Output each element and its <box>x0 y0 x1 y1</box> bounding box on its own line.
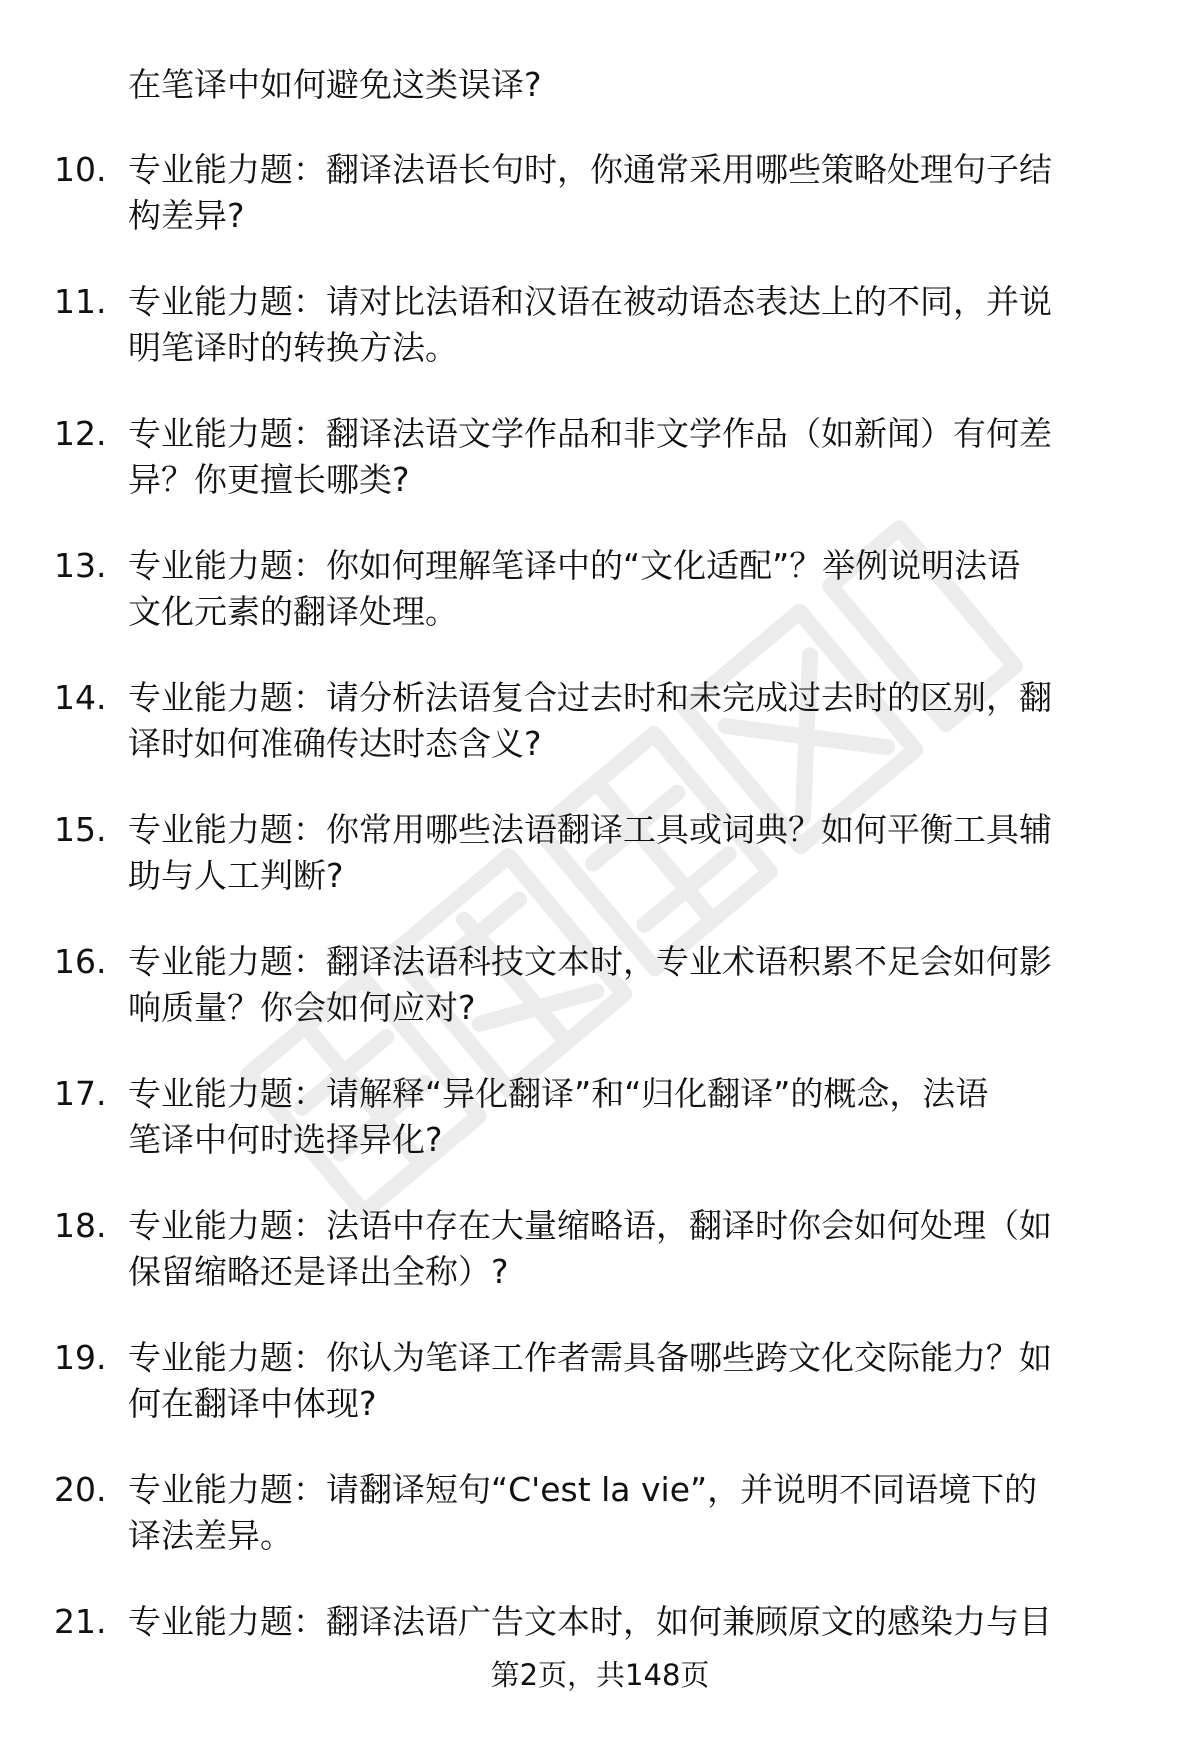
question-text <box>128 939 1138 1031</box>
question-item <box>0 807 1200 939</box>
question-line: 译法差异。 <box>128 1516 293 1555</box>
question-line: 构差异? <box>128 196 245 235</box>
question-text <box>128 1335 1138 1427</box>
question-item <box>0 939 1200 1071</box>
question-item <box>0 411 1200 543</box>
question-line: 明笔译时的转换方法。 <box>128 328 458 367</box>
question-item <box>0 1335 1200 1467</box>
question-item <box>0 675 1200 807</box>
question-item <box>0 147 1200 279</box>
question-item <box>0 1467 1200 1599</box>
question-number: 15. <box>54 810 107 849</box>
page-footer: 第2页，共148页 <box>490 1658 710 1692</box>
question-line: 专业能力题：翻译法语长句时，你通常采用哪些策略处理句子结 <box>128 150 1052 189</box>
question-line: 专业能力题：你认为笔译工作者需具备哪些跨文化交际能力？如 <box>128 1338 1052 1377</box>
question-line: 专业能力题：翻译法语广告文本时，如何兼顾原文的感染力与目 <box>128 1602 1052 1641</box>
question-text <box>128 675 1138 767</box>
question-number: 11. <box>54 282 107 321</box>
question-text <box>128 1467 1138 1559</box>
question-number: 12. <box>54 414 107 453</box>
question-text <box>128 147 1138 239</box>
question-line: 专业能力题：法语中存在大量缩略语，翻译时你会如何处理（如 <box>128 1206 1052 1245</box>
question-item <box>0 543 1200 675</box>
question-text <box>128 411 1138 503</box>
question-line: 何在翻译中体现? <box>128 1384 377 1423</box>
question-number: 16. <box>54 942 107 981</box>
question-text <box>128 1071 1138 1163</box>
question-text <box>128 807 1138 899</box>
question-line: 专业能力题：请对比法语和汉语在被动语态表达上的不同，并说 <box>128 282 1052 321</box>
question-line: 响质量？你会如何应对? <box>128 988 476 1027</box>
question-number: 18. <box>54 1206 107 1245</box>
question-line: 专业能力题：翻译法语科技文本时，专业术语积累不足会如何影 <box>128 942 1052 981</box>
question-line: 异？你更擅长哪类? <box>128 460 410 499</box>
question-number: 14. <box>54 678 107 717</box>
question-number: 20. <box>54 1470 107 1509</box>
question-number: 21. <box>54 1602 107 1641</box>
question-item <box>0 1203 1200 1335</box>
question-line: 专业能力题：翻译法语文学作品和非文学作品（如新闻）有何差 <box>128 414 1052 453</box>
question-line: 专业能力题：你常用哪些法语翻译工具或词典？如何平衡工具辅 <box>128 810 1052 849</box>
question-number: 10. <box>54 150 107 189</box>
question-item <box>0 279 1200 411</box>
question-line: 笔译中何时选择异化? <box>128 1120 443 1159</box>
question-line: 专业能力题：请分析法语复合过去时和未完成过去时的区别，翻 <box>128 678 1052 717</box>
question-text <box>128 279 1138 371</box>
question-text <box>128 1203 1138 1295</box>
question-text <box>128 543 1138 635</box>
question-line: 专业能力题：请翻译短句“C'est la vie”，并说明不同语境下的 <box>128 1470 1038 1509</box>
question-line: 助与人工判断? <box>128 856 344 895</box>
question-line: 保留缩略还是译出全称）? <box>128 1252 509 1291</box>
question-item <box>0 1071 1200 1203</box>
continuation-text: 在笔译中如何避免这类误译? <box>128 65 542 104</box>
question-line: 文化元素的翻译处理。 <box>128 592 458 631</box>
question-number: 17. <box>54 1074 107 1113</box>
question-line: 专业能力题：你如何理解笔译中的“文化适配”？举例说明法语 <box>128 546 1021 585</box>
question-line: 专业能力题：请解释“异化翻译”和“归化翻译”的概念，法语 <box>128 1074 989 1113</box>
question-text <box>128 1599 1138 1645</box>
question-list <box>0 147 1200 1731</box>
question-number: 13. <box>54 546 107 585</box>
question-line: 译时如何准确传达时态含义? <box>128 724 542 763</box>
question-number: 19. <box>54 1338 107 1377</box>
